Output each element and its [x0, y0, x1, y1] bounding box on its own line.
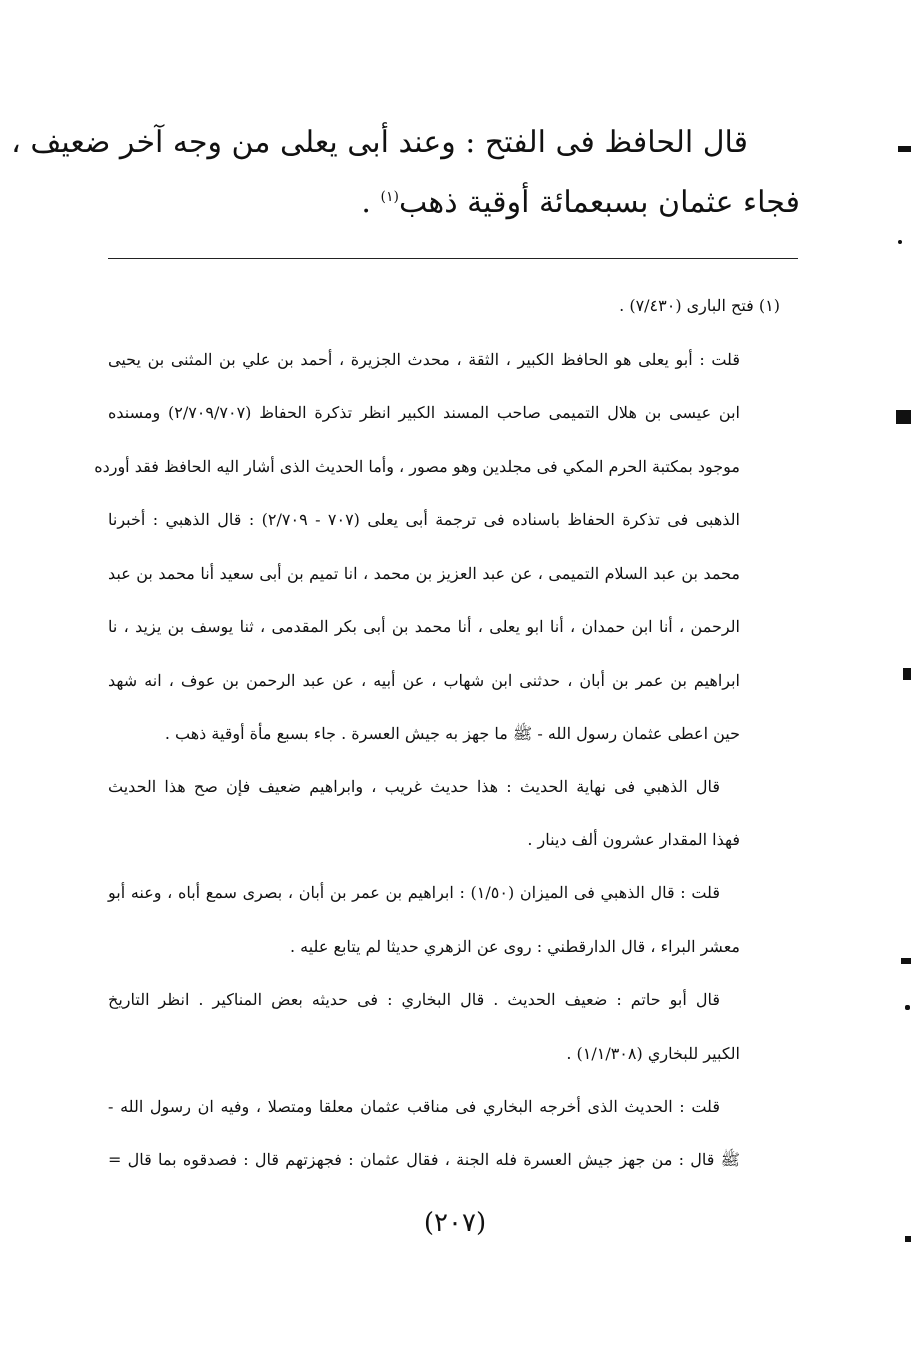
footnote-p2-line-1: قال الذهبي فى نهاية الحديث : هذا حديث غريب ، وابراهيم ضعيف فإن صح هذا الحديث: [108, 777, 720, 796]
scan-mark: [901, 958, 911, 964]
scan-mark: [905, 1236, 911, 1242]
footnote-p1-line-1: قلت : أبو يعلى هو الحافظ الكبير ، الثقة ، محدث الجزيرة ، أحمد بن علي بن المثنى بن يحيى: [108, 350, 740, 369]
footnote-p3-line-1: قلت : قال الذهبي فى الميزان (١/٥٠) : ابراهيم بن عمر بن أبان ، بصرى سمع أباه ، وعنه أبو: [108, 883, 720, 902]
footnote-marker: (١): [380, 189, 399, 205]
footnote-p2-line-2: فهذا المقدار عشرون ألف دينار .: [527, 830, 740, 849]
footnote-p1-line-6: الرحمن ، أنا ابن حمدان ، أنا ابو يعلى ، أنا محمد بن أبى بكر المقدمى ، ثنا يوسف بن يزيد ، نا: [108, 617, 740, 636]
footnote-p3-line-2: معشر البراء ، قال الدارقطني : روى عن الزهري حديثا لم يتابع عليه .: [289, 937, 740, 956]
footnote-p1-line-5: محمد بن عبد السلام التميمى ، عن عبد العزيز بن محمد ، انا تميم بن أبى سعيد أنا محمد بن عبد: [108, 564, 740, 583]
scan-mark: [903, 668, 911, 680]
footnote-p1-line-3: موجود بمكتبة الحرم المكي فى مجلدين وهو مصور ، وأما الحديث الذى أشار اليه الحافظ فقد أورده: [94, 457, 740, 476]
heading-line-2-text: فجاء عثمان بسبعمائة أوقية ذهب: [398, 185, 800, 220]
footnote-reference: (١) فتح البارى (٧/٤٣٠) .: [619, 296, 780, 315]
scan-mark: [898, 240, 902, 244]
heading-line-2-end: .: [361, 185, 381, 220]
scan-mark: [896, 410, 911, 424]
scan-mark: [905, 1005, 910, 1010]
page-number: (٢٠٧): [423, 1208, 487, 1238]
footnote-p1-line-4: الذهبى فى تذكرة الحفاظ باسناده فى ترجمة أبى يعلى (٧٠٧ - ٢/٧٠٩) : قال الذهبي : أخبرنا: [108, 510, 740, 529]
heading-line-1: قال الحافظ فى الفتح : وعند أبى يعلى من وجه آخر ضعيف ،: [11, 125, 748, 160]
footnote-p1-line-8: حين اعطى عثمان رسول الله - ﷺ ما جهز به جيش العسرة . جاء بسبع مأة أوقية ذهب .: [164, 724, 740, 743]
footnote-p5-line-1: قلت : الحديث الذى أخرجه البخاري فى مناقب عثمان معلقا ومتصلا ، وفيه ان رسول الله -: [108, 1097, 720, 1116]
heading-line-2: [361, 174, 800, 220]
footnote-p1-line-2: ابن عيسى بن هلال التميمى صاحب المسند الكبير انظر تذكرة الحفاظ (٢/٧٠٩/٧٠٧) ومسنده: [108, 403, 740, 422]
scan-mark: [898, 146, 911, 152]
footnote-p1-line-7: ابراهيم بن عمر بن أبان ، حدثنى ابن شهاب ، عن أبيه ، عن عبد الرحمن بن عوف ، انه شهد: [108, 671, 740, 690]
footnote-p5-line-2: ﷺ قال : من جهز جيش العسرة فله الجنة ، فقال عثمان : فجهزتهم قال : فصدقوه بما قال =: [108, 1150, 740, 1169]
footnote-separator: [108, 258, 798, 259]
footnote-p4-line-2: الكبير للبخاري (١/١/٣٠٨) .: [566, 1044, 740, 1063]
footnote-p4-line-1: قال أبو حاتم : ضعيف الحديث . قال البخاري : فى حديثه بعض المناكير . انظر التاريخ: [108, 990, 720, 1009]
